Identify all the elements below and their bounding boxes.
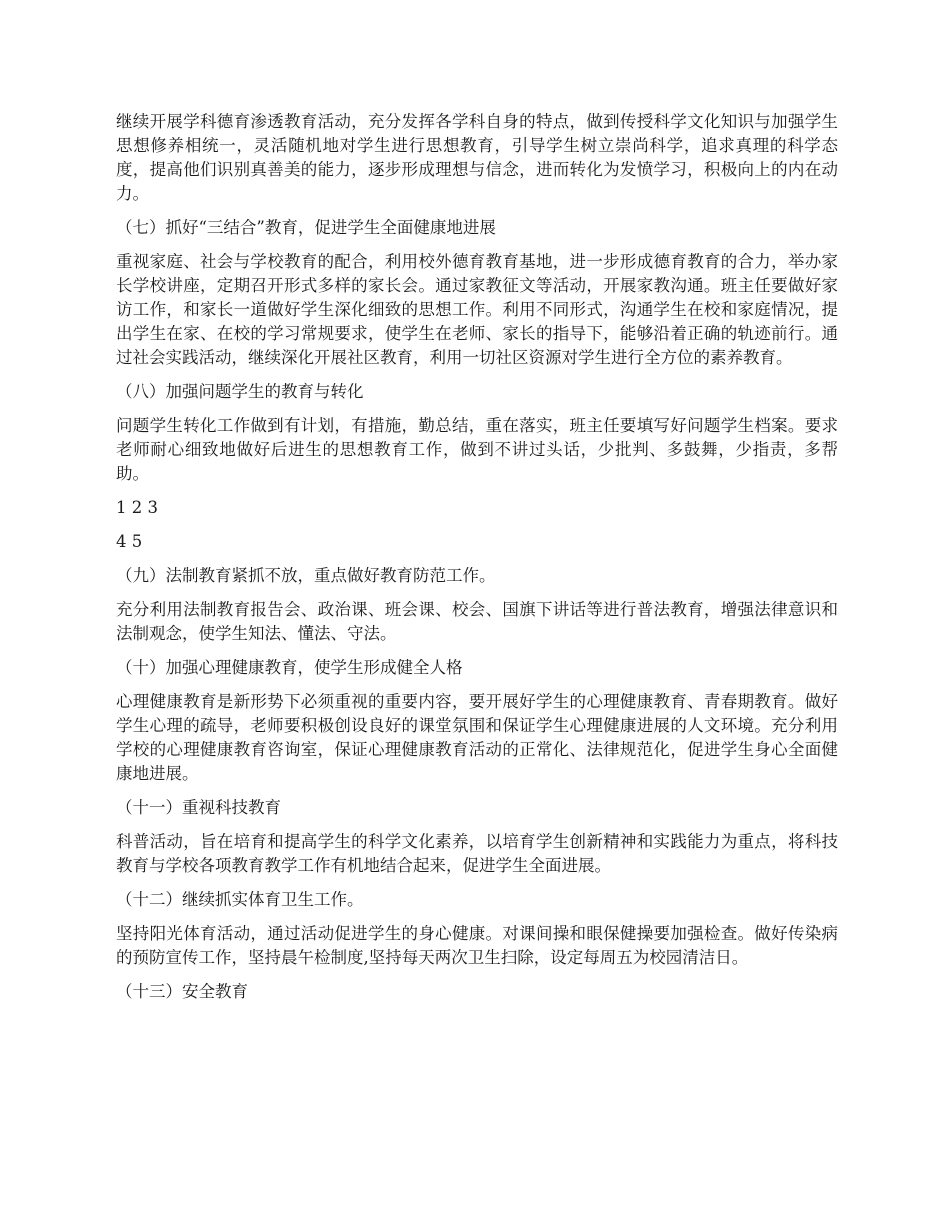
paragraph-mental-health: 心理健康教育是新形势下必须重视的重要内容，要开展好学生的心理健康教育、青春期教育。做好学生心理的疏导，老师要积极创设良好的课堂氛围和保证学生心理健康进展的人文环境。充分利用学校的心理健康教育咨询室，保证心理健康教育活动的正常化、法律规范化，促进学生身心全面健康地进展。 xyxy=(116,692,838,783)
page-numbers-line-1: 1 2 3 xyxy=(116,498,158,517)
paragraph-subject-moral-education: 继续开展学科德育渗透教育活动，充分发挥各学科自身的特点，做到传授科学文化知识与加强学生思想修养相统一，灵活随机地对学生进行思想教育，引导学生树立崇尚科学，追求真理的科学态度，提高他们识别真善美的能力，逐步形成理想与信念，进而转化为发愤学习，积极向上的内在动力。 xyxy=(116,112,838,203)
paragraph-science-education: 科普活动，旨在培育和提高学生的科学文化素养，以培育学生创新精神和实践能力为重点，将科技教育与学校各项教育教学工作有机地结合起来，促进学生全面进展。 xyxy=(116,832,838,875)
page-numbers-line-2: 4 5 xyxy=(116,532,143,551)
paragraph-sports-hygiene: 坚持阳光体育活动，通过活动促进学生的身心健康。对课间操和眼保健操要加强检查。做好传染病的预防宣传工作，坚持晨午检制度,坚持每天两次卫生扫除，设定每周五为校园清洁日。 xyxy=(116,924,838,967)
heading-section-12: （十二）继续抓实体育卫生工作。 xyxy=(116,890,364,909)
paragraph-problem-students: 问题学生转化工作做到有计划，有措施，勤总结，重在落实，班主任要填写好问题学生档案。要求老师耐心细致地做好后进生的思想教育工作，做到不讲过头话，少批判、多鼓舞，少指责，多帮助。 xyxy=(116,416,838,483)
heading-section-11: （十一）重视科技教育 xyxy=(116,798,281,817)
paragraph-three-combination: 重视家庭、社会与学校教育的配合，利用校外德育教育基地，进一步形成德育教育的合力，举办家长学校讲座，定期召开形式多样的家长会。通过家教征文等活动，开展家教沟通。班主任要做好家访工作，和家长一道做好学生深化细致的思想工作。利用不同形式，沟通学生在校和家庭情况，提出学生在家、在校的学习常规要求，使学生在老师、家长的指导下，能够沿着正确的轨迹前行。通过社会实践活动，继续深化开展社区教育，利用一切社区资源对学生进行全方位的素养教育。 xyxy=(116,252,838,367)
heading-section-9: （九）法制教育紧抓不放，重点做好教育防范工作。 xyxy=(116,566,496,585)
heading-section-7: （七）抓好“三结合”教育，促进学生全面健康地进展 xyxy=(116,218,496,237)
heading-section-13: （十三）安全教育 xyxy=(116,982,248,1001)
heading-section-8: （八）加强问题学生的教育与转化 xyxy=(116,382,364,401)
heading-section-10: （十）加强心理健康教育，使学生形成健全人格 xyxy=(116,658,463,677)
paragraph-legal-education: 充分利用法制教育报告会、政治课、班会课、校会、国旗下讲话等进行普法教育，增强法律意识和法制观念，使学生知法、懂法、守法。 xyxy=(116,600,838,643)
